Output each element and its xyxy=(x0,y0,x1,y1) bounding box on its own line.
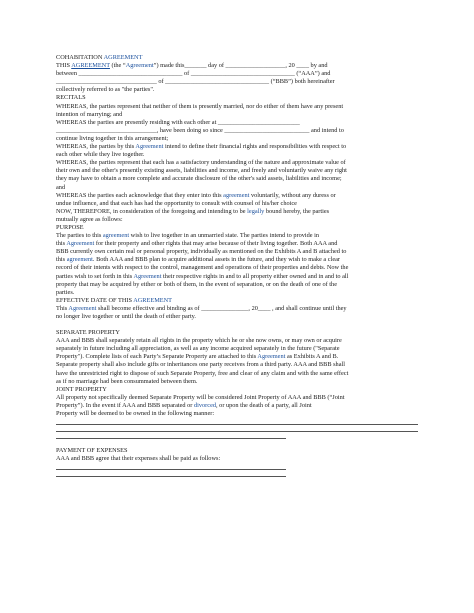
line-text: ________________________________ of _________________________________ (“BBB”) both hereinafter xyxy=(56,78,335,86)
keyword-link[interactable]: Agreement xyxy=(133,272,162,280)
line-text: their own and the other's presently existing assets, liabilities and income, and freely and voluntarily waive any right xyxy=(56,167,347,175)
blank-fill-line[interactable] xyxy=(56,424,418,425)
line-text: WHEREAS, the parties by this xyxy=(56,143,136,151)
line-text: mutually agree as follows: xyxy=(56,215,123,223)
agreement-document xyxy=(56,54,418,477)
line-text: (the “ xyxy=(109,62,126,70)
line-text: ”) made this_______ day of ___________________, 20 ____ by and xyxy=(153,62,328,70)
keyword-link[interactable]: Agreement xyxy=(68,304,97,312)
line-text: as if no marriage had been consummated between them. xyxy=(56,377,198,385)
line-text: shall become effective and binding as of _______________, 20____ , and shall continue until they xyxy=(96,304,347,312)
document-line xyxy=(56,103,418,111)
document-line xyxy=(56,159,418,167)
document-line xyxy=(56,192,418,200)
line-text: parties. xyxy=(56,288,75,296)
document-line xyxy=(56,240,418,248)
line-text: Property”). In the event if AAA and BBB separated or xyxy=(56,401,194,409)
keyword-link[interactable]: agreement xyxy=(223,191,250,199)
document-line xyxy=(56,175,418,183)
document-line xyxy=(56,329,418,337)
document-line xyxy=(56,232,418,240)
line-text: This xyxy=(56,304,69,312)
line-text: Property will be deemed to be owned in the following manner: xyxy=(56,410,215,418)
line-text: WHEREAS the parties each acknowledge that they enter into this xyxy=(56,191,224,199)
line-text: have the unrestricted right to dispose of such Separate Property, free and clear of any claim and with the same effect xyxy=(56,369,349,377)
keyword-link[interactable]: divorced xyxy=(193,401,217,409)
document-line xyxy=(56,78,418,86)
line-text: WHEREAS the parties are presently residing with each other at __________________________ xyxy=(56,118,300,126)
keyword-link[interactable]: agreement xyxy=(102,232,130,240)
document-line xyxy=(56,386,418,394)
line-text: . Both AAA and BBB plan to acquire additional assets in the future, and they wish to make a clear xyxy=(92,256,341,264)
document-line xyxy=(56,394,418,402)
line-text: Separate property shall also include gifts or inheritances one party receives from a third party. AAA and BBB shall xyxy=(56,361,345,369)
agreement-link[interactable]: AGREEMENT xyxy=(103,54,143,61)
line-text: AAA and BBB agree that their expenses shall be paid as follows: xyxy=(56,455,221,463)
line-text: between _________________________________ of _________________________________ (“AAA”) and xyxy=(56,70,331,78)
document-line xyxy=(56,361,418,369)
keyword-link[interactable]: agreement xyxy=(66,256,93,264)
line-text: voluntarily, without any duress or xyxy=(249,191,336,199)
section-gap xyxy=(56,321,418,329)
line-text: AAA and BBB shall separately retain all rights in the property which he or she now owns, or may own or acquire xyxy=(56,337,342,345)
document-line xyxy=(56,353,418,361)
line-text: , or upon the death of a party, all Joint xyxy=(216,401,312,409)
document-line xyxy=(56,410,418,418)
document-line xyxy=(56,208,418,216)
document-line xyxy=(56,143,418,151)
document-line xyxy=(56,297,418,305)
line-text: The parties to this xyxy=(56,232,103,240)
document-line xyxy=(56,256,418,264)
line-text: JOINT PROPERTY xyxy=(56,385,107,393)
document-line xyxy=(56,378,418,386)
line-text: continue living together in this arrangement; xyxy=(56,134,169,142)
keyword-link[interactable]: AGREEMENT xyxy=(133,296,173,304)
document-line xyxy=(56,62,418,70)
line-text: as Exhibits A and B. xyxy=(285,353,339,361)
blank-fill-line[interactable] xyxy=(56,469,286,470)
keyword-link[interactable]: AGREEMENT xyxy=(71,62,110,70)
keyword-link[interactable]: Agreement xyxy=(66,240,95,248)
line-text: undue influence, and that each has had the opportunity to consult with counsel of his/her choice xyxy=(56,199,297,207)
line-text: their respective rights in and to all property either owned and in and to all xyxy=(161,272,349,280)
section-gap xyxy=(56,439,418,447)
document-line xyxy=(56,455,418,463)
line-text: All property not specifically deemed Separate Property will be considered Joint Property of AAA and BBB (“Joint xyxy=(56,393,345,401)
document-line xyxy=(56,248,418,256)
line-text: this xyxy=(56,240,67,248)
line-text: EFFECTIVE DATE OF THIS xyxy=(56,296,134,304)
line-text: PURPOSE xyxy=(56,223,84,231)
line-text: intend to define their financial rights and responsibilities with respect to xyxy=(163,143,347,151)
document-line xyxy=(56,281,418,289)
document-line xyxy=(56,402,418,410)
document-line xyxy=(56,337,418,345)
line-text: no longer live together or until the death of either party. xyxy=(56,313,197,320)
document-line xyxy=(56,151,418,159)
line-text: THIS xyxy=(56,62,72,70)
blank-fill-line[interactable] xyxy=(56,476,286,477)
line-text: RECITALS xyxy=(56,94,86,102)
document-line xyxy=(56,111,418,119)
line-text: WHEREAS, the parties represent that each has a satisfactory understanding of the nature and approximate value of xyxy=(56,159,346,167)
line-text: SEPARATE PROPERTY xyxy=(56,329,120,337)
document-line xyxy=(56,86,418,94)
keyword-link[interactable]: Agreement xyxy=(257,353,286,361)
document-body xyxy=(56,62,418,477)
document-line xyxy=(56,94,418,102)
line-text: PAYMENT OF EXPENSES xyxy=(56,447,128,455)
keyword-link[interactable]: legally xyxy=(247,207,265,215)
document-line xyxy=(56,127,418,135)
document-line xyxy=(56,273,418,281)
document-line xyxy=(56,289,418,297)
line-text: record of their intents with respect to the control, management and operations of their properties and debts. Now the xyxy=(56,264,349,272)
document-line xyxy=(56,167,418,175)
line-text: bound hereby, the parties xyxy=(264,207,330,215)
line-text: parties wish to set forth in this xyxy=(56,272,134,280)
line-text: wish to live together in an unmarried state. The parties intend to provide in xyxy=(129,232,320,240)
line-text: BBB currently own certain real or personal property, individually as mentioned on the Exhibits A and B attached to xyxy=(56,248,347,256)
line-text: collectively referred to as "the parties". xyxy=(56,86,155,94)
document-line xyxy=(56,447,418,455)
document-line xyxy=(56,70,418,78)
document-line xyxy=(56,305,418,313)
document-line xyxy=(56,370,418,378)
keyword-link[interactable]: Agreement xyxy=(125,62,154,70)
document-line xyxy=(56,345,418,353)
line-text: separately in future including all appreciation, as well as any income acquired separately in the future ("Separate xyxy=(56,345,340,353)
line-text: Property"). Complete lists of each Party’s Separate Property are attached to this xyxy=(56,353,258,361)
line-text: this xyxy=(56,256,67,264)
document-line xyxy=(56,216,418,224)
document-line xyxy=(56,200,418,208)
document-line xyxy=(56,119,418,127)
blank-fill-line[interactable] xyxy=(56,431,418,432)
line-text: and xyxy=(56,183,66,191)
document-line xyxy=(56,313,418,321)
line-text: WHEREAS, the parties represent that neither of them is presently married, nor do either of them have any present xyxy=(56,102,344,110)
keyword-link[interactable]: Agreement xyxy=(135,143,164,151)
document-line xyxy=(56,264,418,272)
line-text: property that may be acquired by either or both of them, in the event of separation, or on the death of one of the xyxy=(56,280,337,288)
line-text: ________________________________, have been doing so since ___________________________ and intend to xyxy=(56,126,344,134)
line-text: for their property and other rights that may arise because of their living together. Both AAA and xyxy=(94,240,338,248)
line-text: intention of marrying; and xyxy=(56,110,123,118)
line-text: each other while they live together. xyxy=(56,151,145,159)
document-line xyxy=(56,184,418,192)
document-line xyxy=(56,224,418,232)
document-title: COHABITATION AGREEMENT xyxy=(56,54,143,61)
line-text: NOW, THEREFORE, in consideration of the foregoing and intending to be xyxy=(56,207,248,215)
line-text: they may have to obtain a more complete and accurate disclosure of the other's said assets, liabilities and income; xyxy=(56,175,342,183)
document-line xyxy=(56,135,418,143)
